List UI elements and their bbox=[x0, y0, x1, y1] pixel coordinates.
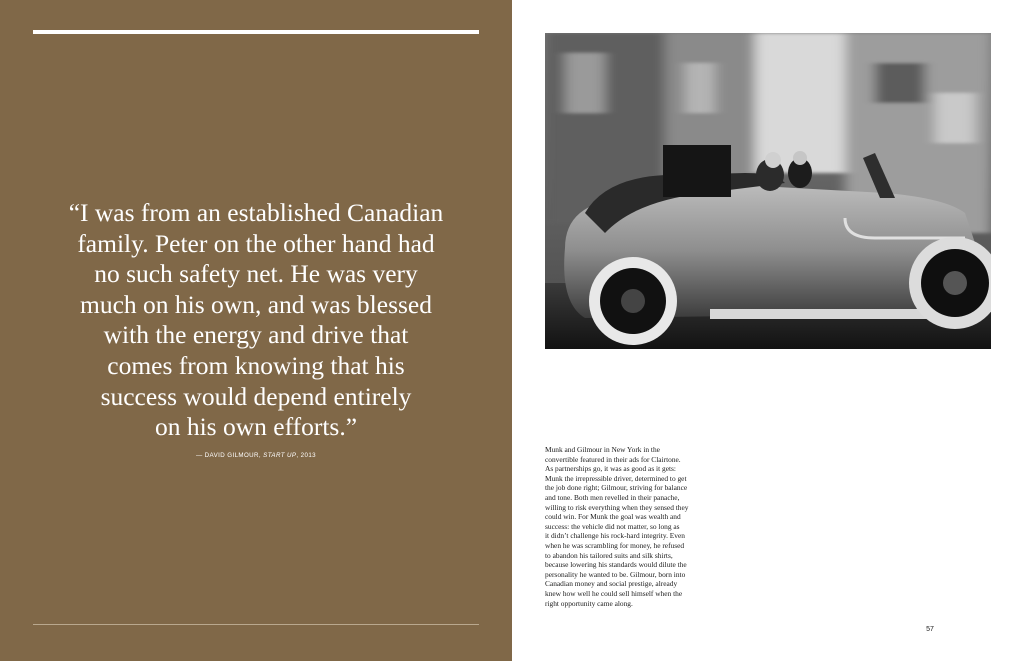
pull-quote bbox=[40, 198, 472, 443]
quote-line: success would depend entirely bbox=[100, 381, 412, 411]
caption-line: personality he wanted to be. Gilmour, born into bbox=[545, 569, 686, 579]
caption-line: to abandon his tailored suits and silk shirts, bbox=[545, 550, 673, 560]
quote-line: with the energy and drive that bbox=[103, 320, 409, 350]
quote-line: family. Peter on the other hand had bbox=[77, 228, 435, 258]
quote-line: “I was from an established Canadian bbox=[68, 198, 444, 227]
attribution-author: — DAVID GILMOUR, bbox=[195, 452, 262, 459]
caption-line: Munk and Gilmour in New York in the bbox=[545, 445, 660, 454]
quote-line: much on his own, and was blessed bbox=[80, 289, 432, 319]
quote-line: no such safety net. He was very bbox=[94, 259, 418, 289]
quote-attribution bbox=[40, 452, 472, 459]
caption-line: knew how well he could sell himself when the bbox=[545, 588, 683, 598]
caption-line: Canadian money and social prestige, already bbox=[545, 579, 678, 589]
caption-line: because lowering his standards would dilute the bbox=[545, 560, 687, 570]
page-number: 57 bbox=[926, 626, 934, 633]
caption-line: As partnerships go, it was as good as it gets: bbox=[545, 464, 676, 474]
caption-line: could win. For Munk the goal was wealth and bbox=[545, 512, 681, 522]
vintage-convertible-car-photo-icon bbox=[545, 33, 991, 349]
caption-line: the job done right; Gilmour, striving for balance bbox=[545, 483, 688, 493]
caption-line: convertible featured in their ads for Clairtone. bbox=[545, 454, 681, 464]
caption-line: it didn’t challenge his rock-hard integrity. Even bbox=[545, 531, 685, 541]
caption-line: when he was scrambling for money, he refused bbox=[545, 540, 685, 550]
caption-line: right opportunity came along. bbox=[545, 598, 633, 608]
caption-line: success: the vehicle did not matter, so long as bbox=[545, 521, 680, 531]
caption-line: willing to risk everything when they sensed they bbox=[545, 502, 689, 512]
attribution-year: , 2013 bbox=[296, 452, 317, 459]
top-rule-divider bbox=[33, 30, 479, 34]
quote-line: comes from knowing that his bbox=[107, 350, 405, 380]
quote-line: on his own efforts.” bbox=[154, 412, 358, 442]
caption-line: and tone. Both men revelled in their panache, bbox=[545, 492, 680, 502]
photo-caption bbox=[545, 445, 713, 608]
attribution-source: START UP bbox=[263, 452, 297, 459]
bottom-rule-divider bbox=[33, 624, 479, 625]
caption-line: Munk the irrepressible driver, determined to get bbox=[545, 473, 687, 483]
